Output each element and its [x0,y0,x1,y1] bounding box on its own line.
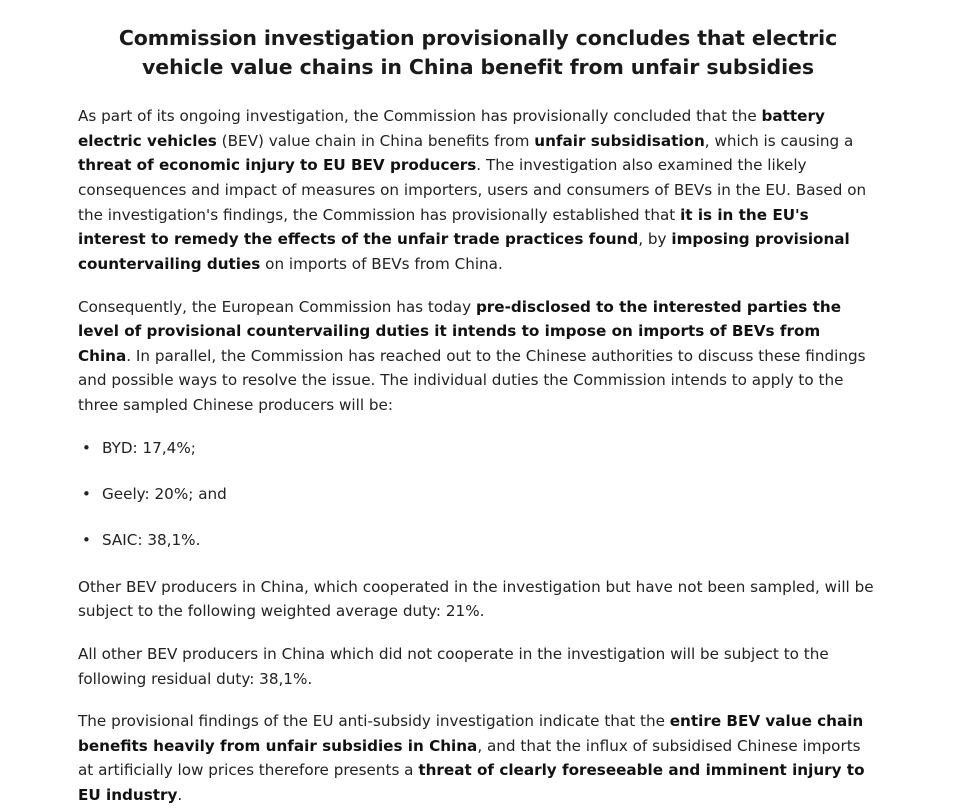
paragraph [78,575,878,624]
emphasis-text: unfair subsidisation [534,131,705,150]
body-paragraphs-bottom [78,575,878,808]
body-text: , and that the influx of subsidised Chinese imports at artificially low prices therefore presents a [78,736,861,780]
emphasis-text: it is in the EU's interest to remedy the effects of the unfair trade practices found [78,205,809,249]
body-text: . The investigation also examined the likely consequences and impact of measures on importers, users and consumers of BEVs in the EU. Based on the investigation's findings, the Commission has provisionally established that [78,156,867,224]
emphasis-text: pre-disclosed to the interested parties the level of provisional countervailing duties it intends to impose on imports of BEVs from China [78,297,842,365]
paragraph [78,295,878,418]
emphasis-text: battery electric vehicles [78,107,825,150]
list-item: • SAIC: 38,1%. [78,528,878,552]
body-paragraphs-top [78,104,878,418]
emphasis-text: entire BEV value chain benefits heavily from unfair subsidies in China [78,712,864,755]
body-text: Other BEV producers in China, which cooperated in the investigation but have not been sampled, will be subject to the following weighted average duty: 21%. [78,577,874,621]
body-text: , which is causing a [704,131,854,150]
emphasis-text: threat of clearly foreseeable and imminent injury to EU industry [78,761,865,805]
body-text: on imports of BEVs from China. [260,254,503,273]
body-text: . In parallel, the Commission has reached out to the Chinese authorities to discuss these findings and possible ways to resolve the issue. The individual duties the Commission intends to apply to the three sampled Chinese producers will be: [78,346,866,415]
body-text: (BEV) value chain in China benefits from [216,131,535,150]
list-item: • BYD: 17,4%; [78,436,878,460]
body-text: , by [638,230,672,249]
duty-list [78,436,878,553]
list-item: • Geely: 20%; and [78,482,878,506]
body-text: As part of its ongoing investigation, the Commission has provisionally concluded that the [78,107,762,126]
body-text: . [177,786,183,805]
emphasis-text: imposing provisional countervailing duties [78,230,850,273]
body-text: Consequently, the European Commission has today [78,297,476,316]
paragraph [78,642,878,691]
emphasis-text: threat of economic injury to EU BEV producers [78,156,477,175]
paragraph [78,709,878,808]
body-text: The provisional findings of the EU anti-subsidy investigation indicate that the [78,712,670,731]
page-title: Commission investigation provisionally concludes that electric vehicle value chains in China benefit from unfair subsidies [118,26,838,80]
body-text: All other BEV producers in China which did not cooperate in the investigation will be subject to the following residual duty: 38,1%. [78,644,829,688]
paragraph [78,104,878,276]
